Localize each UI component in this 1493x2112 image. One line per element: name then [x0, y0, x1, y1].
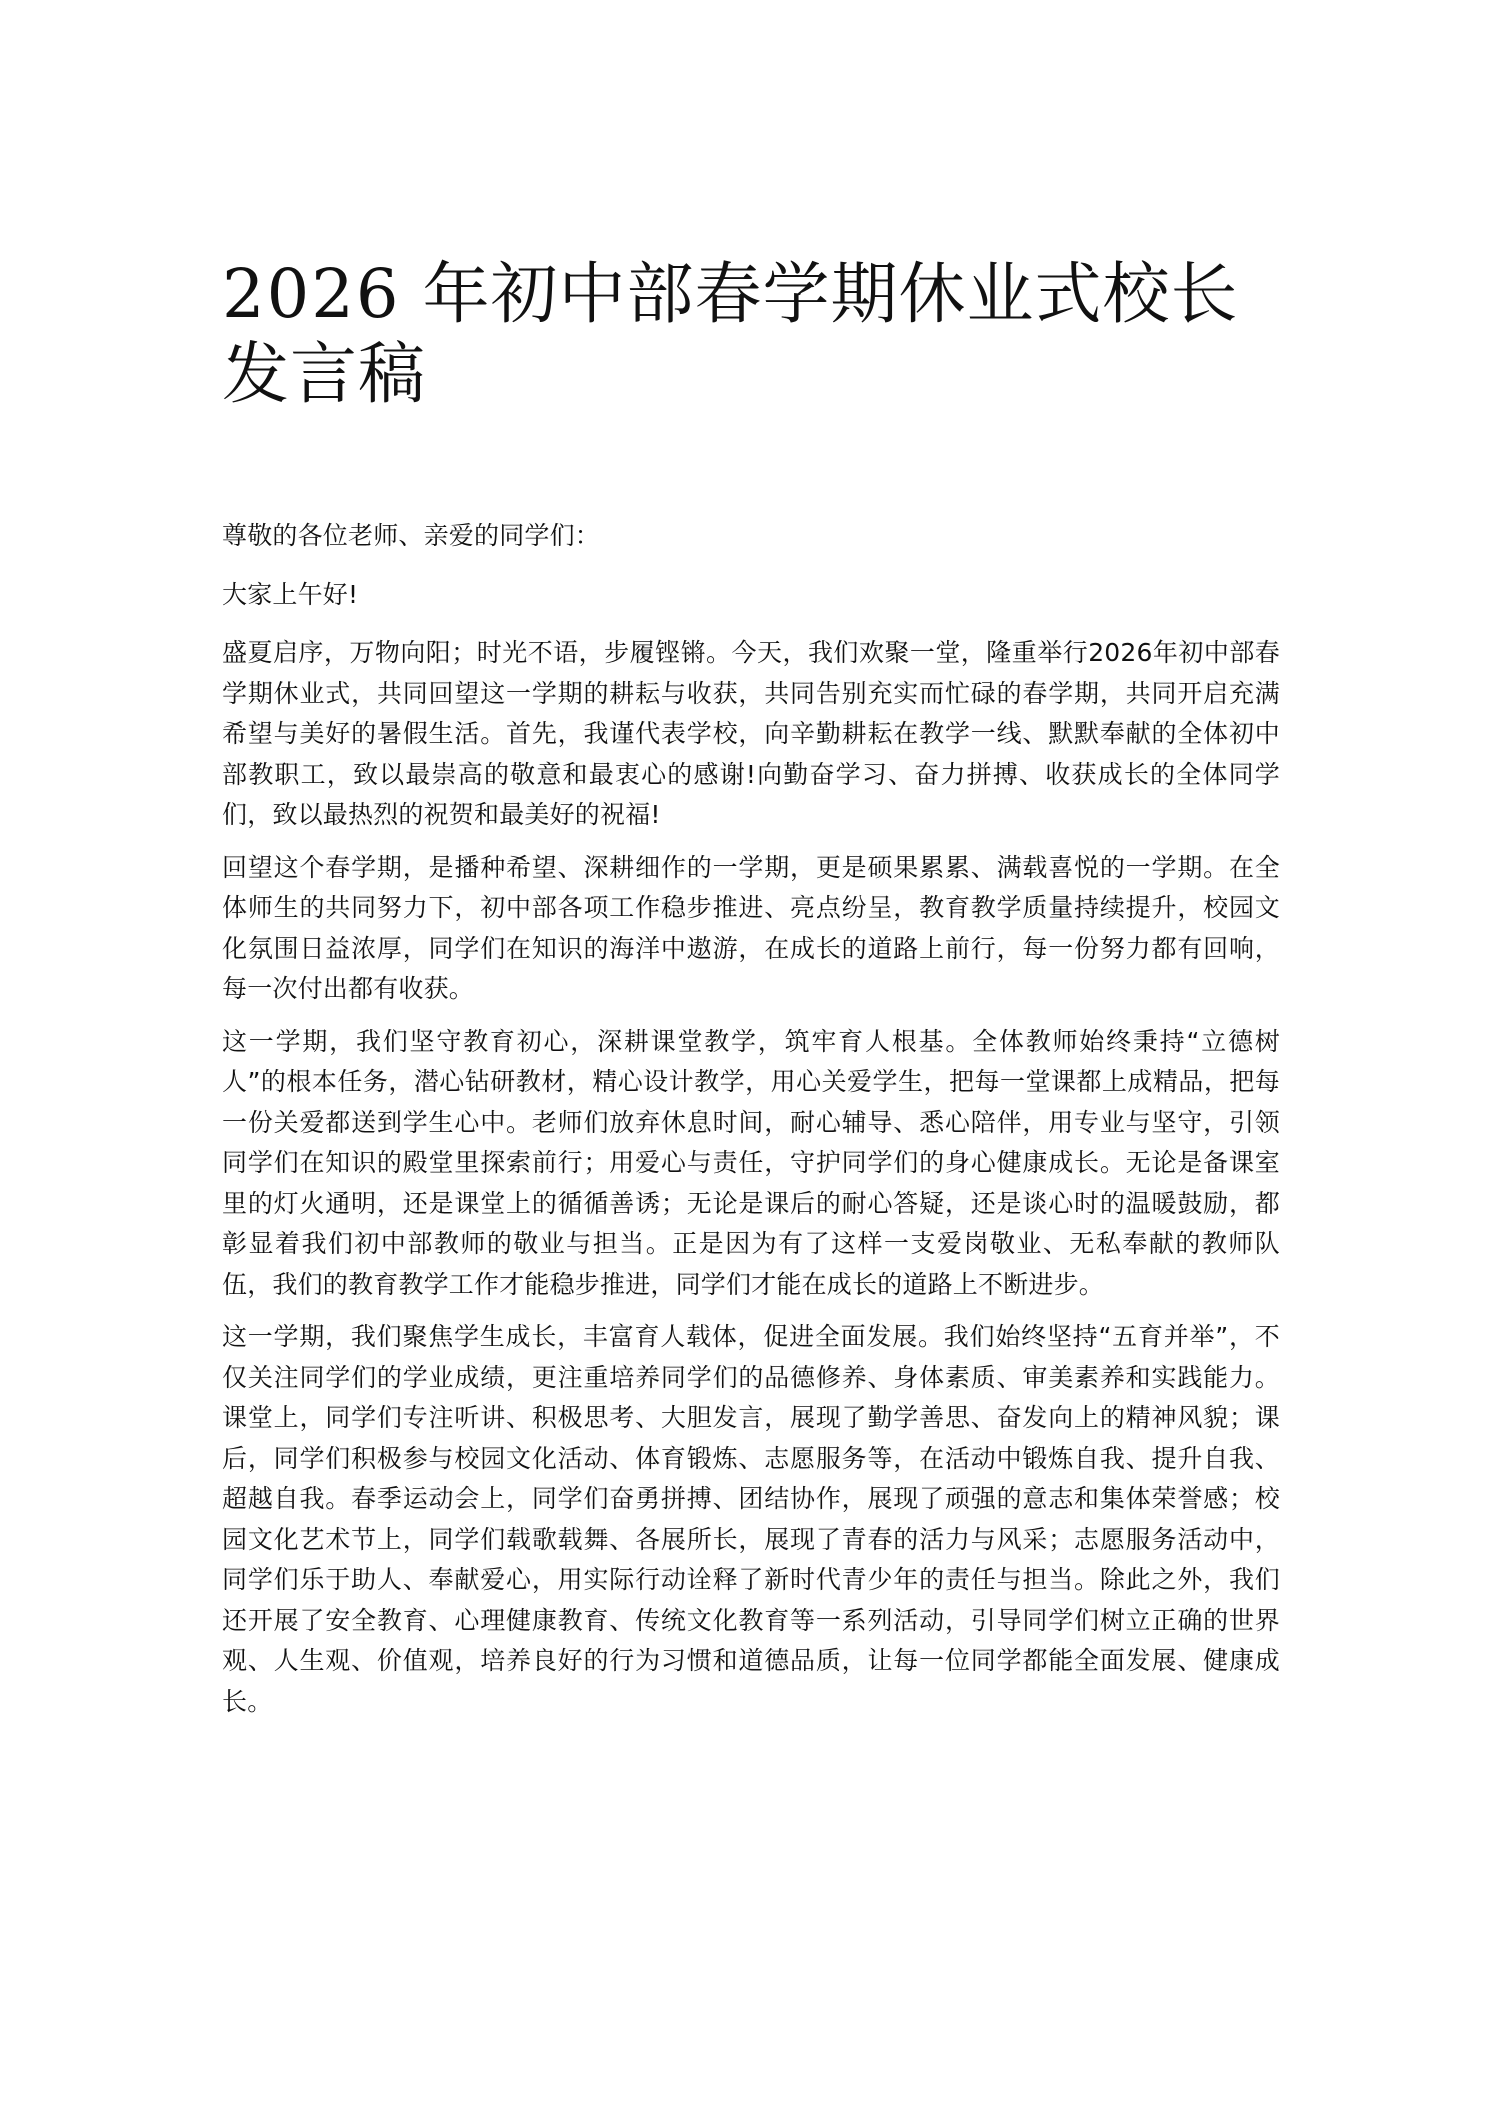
- greeting: 大家上午好!: [222, 579, 359, 609]
- paragraph-teaching: 这一学期，我们坚守教育初心，深耕课堂教学，筑牢育人根基。全体教师始终秉持“立德树人”的根本任务，潜心钻研教材，精心设计教学，用心关爱学生，把每一堂课都上成精品，把每一份关爱都送到学生心中。老师们放弃休息时间，耐心辅导、悉心陪伴，用专业与坚守，引领同学们在知识的殿堂里探索前行；用爱心与责任，守护同学们的身心健康成长。无论是备课室里的灯火通明，还是课堂上的循循善诱；无论是课后的耐心答疑，还是谈心时的温暖鼓励，都彰显着我们初中部教师的敬业与担当。正是因为有了这样一支爱岗敬业、无私奉献的教师队伍，我们的教育教学工作才能稳步推进，同学们才能在成长的道路上不断进步。: [222, 1026, 1280, 1299]
- title-text: 年初中部春学期休业式校长发言稿: [222, 255, 1239, 413]
- document-title: [222, 254, 1280, 414]
- document-page: [222, 0, 1280, 2112]
- document-body: [222, 516, 1280, 1734]
- salutation: 尊敬的各位老师、亲爱的同学们：: [222, 521, 601, 550]
- paragraph-opening: 盛夏启序，万物向阳；时光不语，步履铿锵。今天，我们欢聚一堂，隆重举行2026年初中部春学期休业式，共同回望这一学期的耕耘与收获，共同告别充实而忙碌的春学期，共同开启充满希望与美好的暑假生活。首先，我谨代表学校，向辛勤耕耘在教学一线、默默奉献的全体初中部教职工，致以最崇高的敬意和最衷心的感谢!向勤奋学习、奋力拼搏、收获成长的全体同学们，致以最热烈的祝贺和最美好的祝福!: [222, 638, 1280, 829]
- paragraph-review: 回望这个春学期，是播种希望、深耕细作的一学期，更是硕果累累、满载喜悦的一学期。在全体师生的共同努力下，初中部各项工作稳步推进、亮点纷呈，教育教学质量持续提升，校园文化氛围日益浓厚，同学们在知识的海洋中遨游，在成长的道路上前行，每一份努力都有回响，每一次付出都有收获。: [222, 852, 1280, 1003]
- paragraph-student-growth: 这一学期，我们聚焦学生成长，丰富育人载体，促进全面发展。我们始终坚持“五育并举”，不仅关注同学们的学业成绩，更注重培养同学们的品德修养、身体素质、审美素养和实践能力。课堂上，同学们专注听讲、积极思考、大胆发言，展现了勤学善思、奋发向上的精神风貌；课后，同学们积极参与校园文化活动、体育锻炼、志愿服务等，在活动中锻炼自我、提升自我、超越自我。春季运动会上，同学们奋勇拼搏、团结协作，展现了顽强的意志和集体荣誉感；校园文化艺术节上，同学们载歌载舞、各展所长，展现了青春的活力与风采；志愿服务活动中，同学们乐于助人、奉献爱心，用实际行动诠释了新时代青少年的责任与担当。除此之外，我们还开展了安全教育、心理健康教育、传统文化教育等一系列活动，引导同学们树立正确的世界观、人生观、价值观，培养良好的行为习惯和道德品质，让每一位同学都能全面发展、健康成长。: [222, 1322, 1280, 1716]
- title-year: 2026: [222, 255, 401, 333]
